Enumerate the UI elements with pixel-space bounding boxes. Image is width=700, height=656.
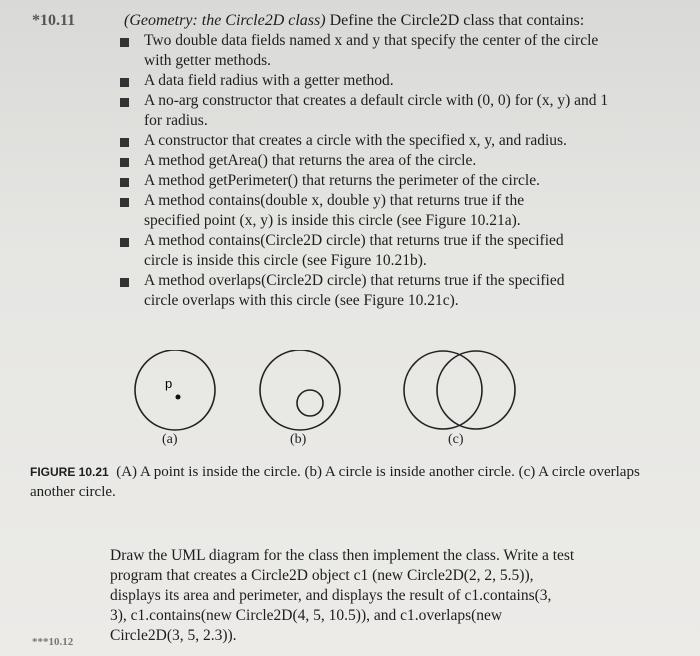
- point-p: [176, 395, 181, 400]
- point-label: p: [165, 376, 173, 391]
- label-b: (b): [290, 432, 307, 447]
- circle-a: [135, 350, 215, 430]
- bullet-line: A method contains(double x, double y) that returns true if the: [144, 192, 525, 209]
- figure-caption: [30, 462, 670, 502]
- task-line: Draw the UML diagram for the class then implement the class. Write a test: [110, 547, 575, 564]
- bullet-marker: [120, 138, 129, 147]
- bullet-line: with getter methods.: [144, 52, 271, 69]
- bullet-line: A method getArea() that returns the area of the circle.: [144, 152, 477, 169]
- next-exercise-marker: ***10.12: [32, 636, 74, 648]
- bullet-line: specified point (x, y) is inside this circle (see Figure 10.21a).: [144, 212, 521, 229]
- bullet-line: A data field radius with a getter method.: [144, 72, 394, 89]
- exercise-title: (Geometry: the Circle2D class): [124, 12, 326, 29]
- task-line: 3), c1.contains(new Circle2D(4, 5, 10.5)), and c1.overlaps(new: [110, 607, 503, 624]
- bullet-marker: [120, 78, 129, 87]
- circle-b-inner: [297, 390, 323, 416]
- bullet-line: A constructor that creates a circle with the specified x, y, and radius.: [144, 132, 567, 149]
- exercise-intro: [124, 12, 584, 30]
- bullet-line: A method getPerimeter() that returns the perimeter of the circle.: [144, 172, 540, 189]
- bullet-line: A method overlaps(Circle2D circle) that returns true if the specified: [144, 272, 565, 289]
- bullet-marker: [120, 38, 129, 47]
- bullet-line: for radius.: [144, 112, 208, 129]
- figure-caption-text: (A) A point is inside the circle. (b) A circle is inside another circle. (c) A circle overlaps another circle.: [30, 464, 640, 500]
- label-c: (c): [448, 432, 464, 447]
- bullet-line: circle is inside this circle (see Figure 10.21b).: [144, 252, 427, 269]
- task-line: displays its area and perimeter, and displays the result of c1.contains(3,: [110, 587, 552, 604]
- exercise-intro-rest: Define the Circle2D class that contains:: [329, 12, 585, 29]
- bullet-marker: [120, 178, 129, 187]
- circle-c-right: [437, 351, 515, 429]
- circle-c-left: [404, 351, 482, 429]
- circle-b-outer: [260, 350, 340, 430]
- bullet-line: A method contains(Circle2D circle) that returns true if the specified: [144, 232, 564, 249]
- bullet-marker: [120, 198, 129, 207]
- bullet-marker: [120, 158, 129, 167]
- bullet-marker: [120, 278, 129, 287]
- bullet-marker: [120, 98, 129, 107]
- task-paragraph: [110, 546, 670, 646]
- task-line: program that creates a Circle2D object c1 (new Circle2D(2, 2, 5.5)),: [110, 567, 534, 584]
- figure-10-21: [0, 350, 700, 470]
- bullet-line: circle overlaps with this circle (see Figure 10.21c).: [144, 292, 459, 309]
- task-line: Circle2D(3, 5, 2.3)).: [110, 627, 237, 644]
- bullet-line: Two double data fields named x and y that specify the center of the circle: [144, 32, 599, 49]
- exercise-number: *10.11: [32, 12, 76, 29]
- bullet-line: A no-arg constructor that creates a default circle with (0, 0) for (x, y) and 1: [144, 92, 609, 109]
- figure-caption-id: FIGURE 10.21: [30, 465, 109, 479]
- label-a: (a): [162, 432, 178, 447]
- bullet-marker: [120, 238, 129, 247]
